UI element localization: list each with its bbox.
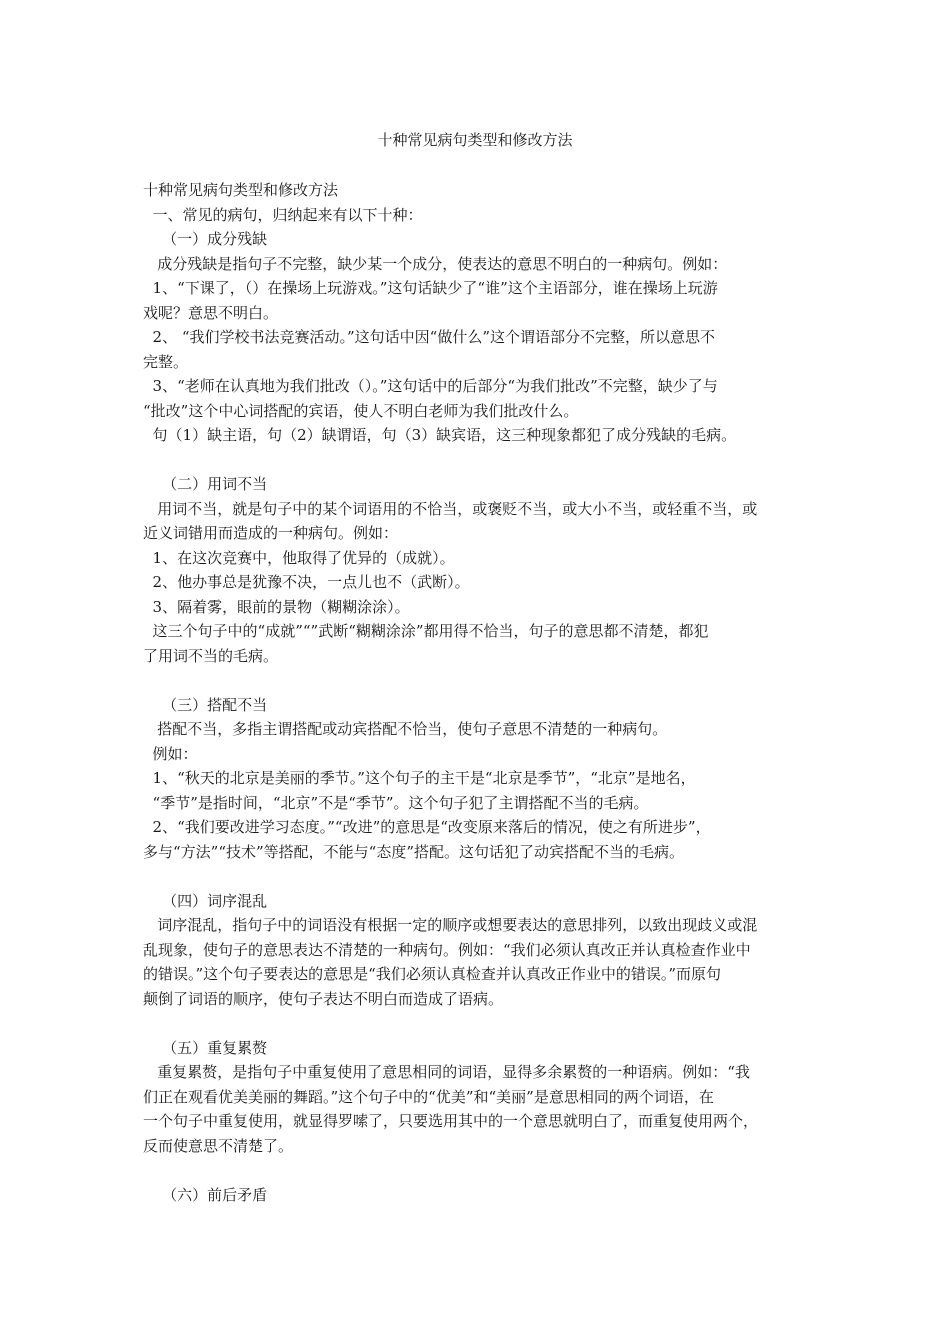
text-line: 完整。	[143, 352, 189, 371]
text-line: 重复累赘，是指句子中重复使用了意思相同的词语，显得多余累赘的一种语病。例如：“我	[143, 1063, 750, 1081]
text-line: （四）词序混乱	[143, 891, 268, 910]
text-line: 2、“我们要改进学习态度。”“改进”的意思是“改变原来落后的情况，使之有所进步”，	[143, 818, 711, 836]
text-line: 颠倒了词语的顺序，使句子表达不明白而造成了语病。	[143, 989, 504, 1008]
text-line: 多与“方法”“技术”等搭配，不能与“态度”搭配。这句话犯了动宾搭配不当的毛病。	[143, 842, 685, 861]
page-title: 十种常见病句类型和修改方法	[377, 131, 573, 149]
text-line: 一、常见的病句，归纳起来有以下十种：	[143, 205, 423, 224]
text-line: （一）成分残缺	[143, 230, 268, 248]
text-line: 句（1）缺主语，句（2）缺谓语，句（3）缺宾语，这三种现象都犯了成分残缺的毛病。	[143, 426, 737, 444]
text-line: 2、他办事总是犹豫不决，一点儿也不（武断）。	[143, 573, 470, 591]
document-body	[143, 178, 815, 1207]
text-line: 反而使意思不清楚了。	[143, 1136, 294, 1155]
text-line: 3、“老师在认真地为我们批改（）。”这句话中的后部分“为我们批改”不完整，缺少了与	[143, 377, 718, 395]
blank-line	[143, 1011, 815, 1036]
text-line: 1、“下课了，（）在操场上玩游戏。”这句话缺少了“谁”这个主语部分，谁在操场上玩游	[143, 279, 718, 297]
text-line: 成分残缺是指句子不完整，缺少某一个成分，使表达的意思不明白的一种病句。例如：	[143, 254, 728, 273]
text-line: 例如：	[143, 744, 198, 763]
blank-line	[143, 864, 815, 889]
text-line: 3、隔着雾，眼前的景物（糊糊涂涂）。	[143, 597, 410, 616]
text-line: “季节”是指时间，“北京”不是“季节”。这个句子犯了主谓搭配不当的毛病。	[143, 793, 649, 812]
text-line: （二）用词不当	[143, 475, 268, 493]
text-line: 一个句子中重复使用，就显得罗嗦了，只要选用其中的一个意思就明白了，而重复使用两个，	[143, 1112, 759, 1130]
text-line: 乱现象，使句子的意思表达不清楚的一种病句。例如：“我们必须认真改正并认真检查作业中	[143, 940, 751, 959]
text-line: 用词不当，就是句子中的某个词语用的不恰当，或褒贬不当，或大小不当，或轻重不当，或	[143, 499, 758, 518]
text-line: 搭配不当，多指主谓搭配或动宾搭配不恰当，使句子意思不清楚的一种病句。	[143, 720, 668, 738]
blank-line	[143, 1158, 815, 1183]
text-line: 戏呢？意思不明白。	[143, 303, 279, 322]
text-line: “批改”这个中心词搭配的宾语，使人不明白老师为我们批改什么。	[143, 401, 579, 420]
text-line: 1、在这次竞赛中，他取得了优异的（成就）。	[143, 548, 455, 567]
text-line: 1、“秋天的北京是美丽的季节。”这个句子的主干是“北京是季节”，“北京”是地名，	[143, 769, 696, 787]
text-line: （六）前后矛盾	[143, 1185, 268, 1204]
text-line: 这三个句子中的“成就”“”武断“糊糊涂涂”都用得不恰当，句子的意思都不清楚，都犯	[143, 622, 709, 640]
text-line: 2、 “我们学校书法竞赛活动。”这句话中因“做什么”这个谓语部分不完整，所以意思不	[143, 328, 716, 346]
blank-line	[143, 448, 815, 473]
text-line: 词序混乱，指句子中的词语没有根据一定的顺序或想要表达的意思排列，以致出现歧义或混	[143, 916, 758, 934]
text-line: 的错误。”这个句子要表达的意思是“我们必须认真检查并认真改正作业中的错误。”而原句	[143, 965, 722, 983]
text-line: 近义词错用而造成的一种病句。例如：	[143, 524, 399, 542]
text-line: 十种常见病句类型和修改方法	[143, 181, 339, 199]
text-line: （五）重复累赘	[143, 1038, 268, 1057]
text-line: （三）搭配不当	[143, 695, 268, 714]
text-line: 们正在观看优美美丽的舞蹈。”这个句子中的“优美”和“美丽”是意思相同的两个词语，在	[143, 1087, 714, 1106]
text-line: 了用词不当的毛病。	[143, 646, 279, 665]
blank-line	[143, 668, 815, 693]
